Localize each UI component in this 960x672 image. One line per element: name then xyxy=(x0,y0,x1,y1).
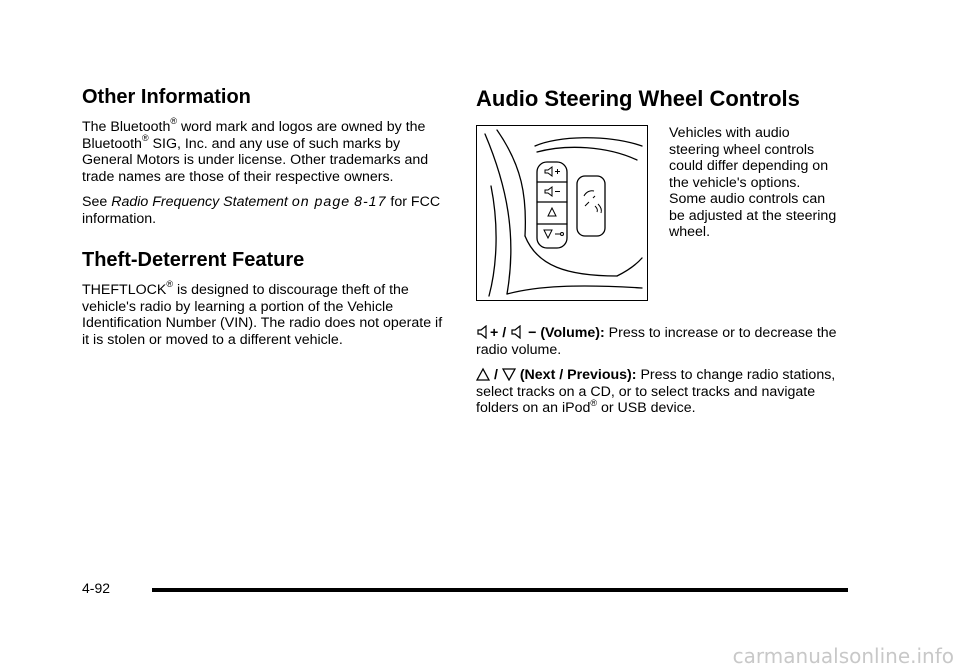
right-column xyxy=(476,80,856,426)
registered-mark: ® xyxy=(590,397,598,408)
page-number: 4-92 xyxy=(82,580,111,596)
paragraph-bluetooth-trademark: The Bluetooth® word mark and logos are owned by the Bluetooth® SIG, Inc. and any use of such marks by General Motors is under license. Other trademarks and trade names are those of their respective owners. xyxy=(82,116,429,185)
registered-mark: ® xyxy=(170,116,177,127)
steering-wheel-controls-illustration xyxy=(476,125,648,301)
paragraph-fcc-reference: See Radio Frequency Statement on page 8-17 for FCC information. xyxy=(82,194,441,227)
section-theft-deterrent xyxy=(82,249,452,348)
paragraph-volume: + / − (Volume): Press to increase or to decrease the radio volume. xyxy=(476,325,837,358)
registered-mark: ® xyxy=(141,132,149,143)
heading-other-information: Other Information xyxy=(82,86,251,108)
left-column xyxy=(82,80,452,357)
heading-theft-deterrent: Theft-Deterrent Feature xyxy=(82,249,305,271)
heading-audio-steering-wheel-controls: Audio Steering Wheel Controls xyxy=(476,86,800,111)
registered-mark: ® xyxy=(166,279,173,290)
up-triangle-icon xyxy=(476,367,490,381)
steering-wheel-drawing xyxy=(477,126,646,299)
figure-row xyxy=(476,125,856,307)
figure-caption: Vehicles with audio steering wheel controls could differ depending on the vehicle's options. Some audio controls can be adjusted at the steering wheel. xyxy=(669,125,837,241)
paragraph-theftlock: THEFTLOCK® is designed to discourage theft of the vehicle's radio by learning a portion of the Vehicle Identification Number (VIN). The radio does not operate if it is stolen or moved to a different vehicle. xyxy=(82,279,443,348)
speaker-icon xyxy=(510,325,524,339)
speaker-icon xyxy=(476,325,490,339)
down-triangle-icon xyxy=(502,367,516,381)
paragraph-next-previous: / (Next / Previous): Press to change radio stations, select tracks on a CD, or to select tracks and navigate folders on an iPod® or USB device. xyxy=(476,367,836,417)
watermark: carmanualsonline.info xyxy=(732,644,954,668)
cross-reference-link[interactable]: Radio Frequency Statement on page 8-17 xyxy=(111,194,387,210)
footer-rule xyxy=(152,588,848,592)
